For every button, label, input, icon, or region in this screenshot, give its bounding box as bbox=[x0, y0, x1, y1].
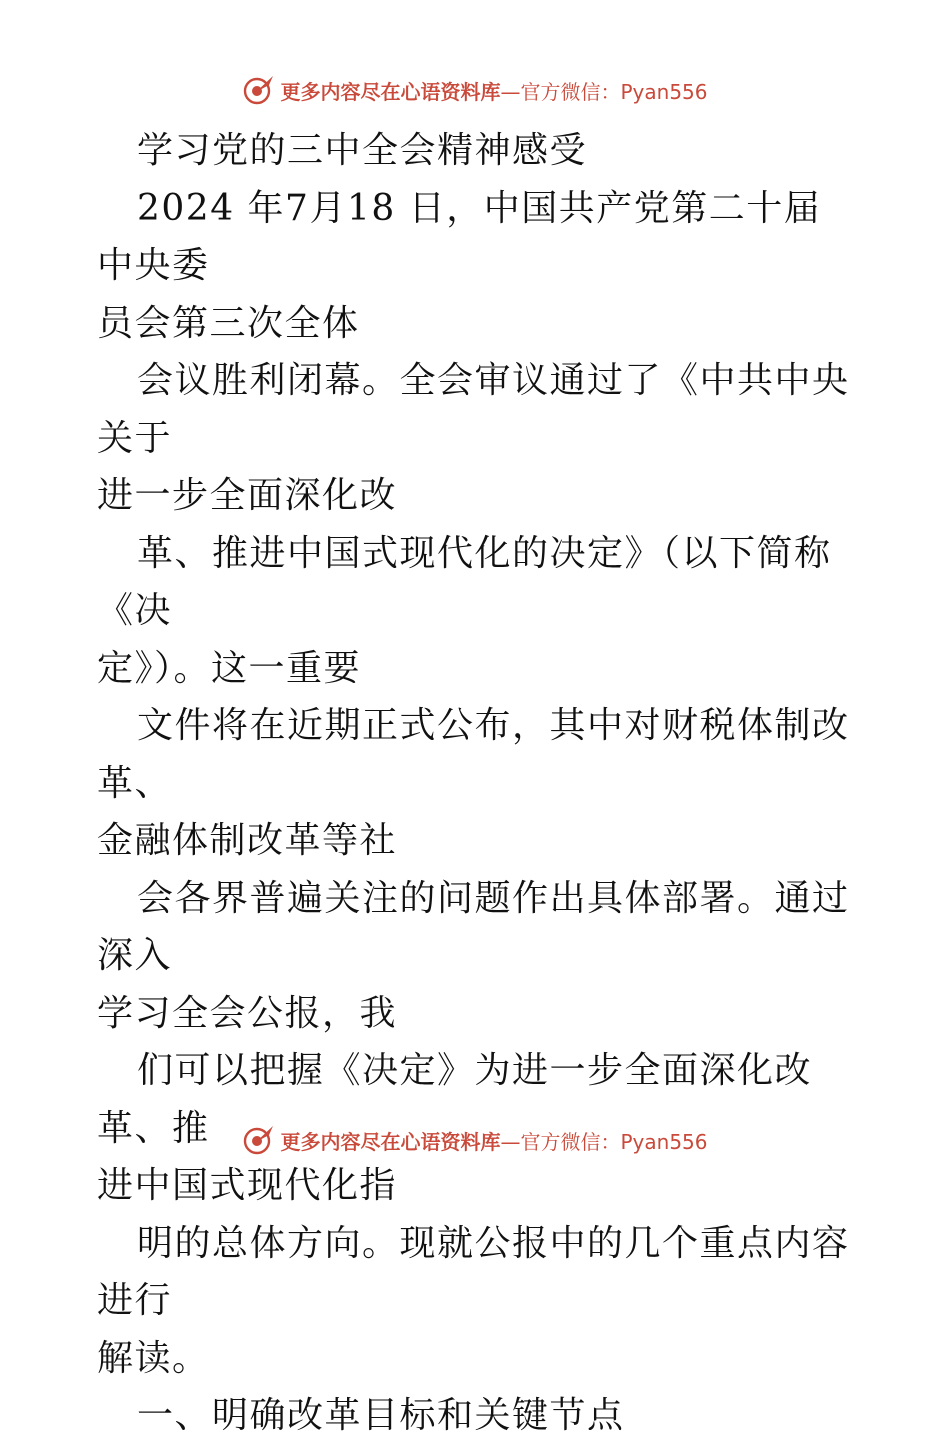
text-line: 进一步全面深化改 bbox=[97, 475, 398, 516]
section-heading: 一、明确改革目标和关键节点 bbox=[137, 1395, 625, 1436]
text-line: 学习党的三中全会精神感受 bbox=[137, 130, 588, 171]
watermark-text: 更多内容尽在心语资料库—官方微信：Pyan556 bbox=[280, 1129, 708, 1154]
text-line: 员会第三次全体 bbox=[97, 302, 360, 344]
text-line: 明的总体方向。现就公报中的几个重点内容进行 bbox=[97, 1222, 850, 1321]
watermark-text: 更多内容尽在心语资料库—官方微信：Pyan556 bbox=[280, 79, 708, 104]
quill-logo-icon bbox=[242, 73, 276, 107]
text-line: 会各界普遍关注的问题作出具体部署。通过深入 bbox=[97, 877, 850, 976]
text-line: 学习全会公报，我 bbox=[97, 992, 398, 1034]
text-line: 会议胜利闭幕。全会审议通过了《中共中央关于 bbox=[97, 360, 850, 459]
text-line: 文件将在近期正式公布，其中对财税体制改革、 bbox=[97, 705, 850, 804]
text-line: 解读。 bbox=[97, 1337, 210, 1379]
text-line: 进中国式现代化指 bbox=[97, 1165, 398, 1206]
text-line: 2024 年7月18 日，中国共产党第二十届中央委 bbox=[97, 187, 822, 286]
document-text bbox=[97, 122, 857, 1445]
text-line: 们可以把握《决定》为进一步全面深化改革、推 bbox=[97, 1050, 813, 1149]
text-line: 革、推进中国式现代化的决定》（以下简称《决 bbox=[97, 532, 832, 631]
document-body bbox=[97, 122, 857, 1445]
text-line: 金融体制改革等社 bbox=[97, 820, 398, 861]
footer-watermark bbox=[0, 1120, 950, 1160]
text-line: 定》）。这一重要 bbox=[97, 647, 362, 689]
quill-logo-icon bbox=[242, 1123, 276, 1157]
header-watermark bbox=[0, 70, 950, 110]
